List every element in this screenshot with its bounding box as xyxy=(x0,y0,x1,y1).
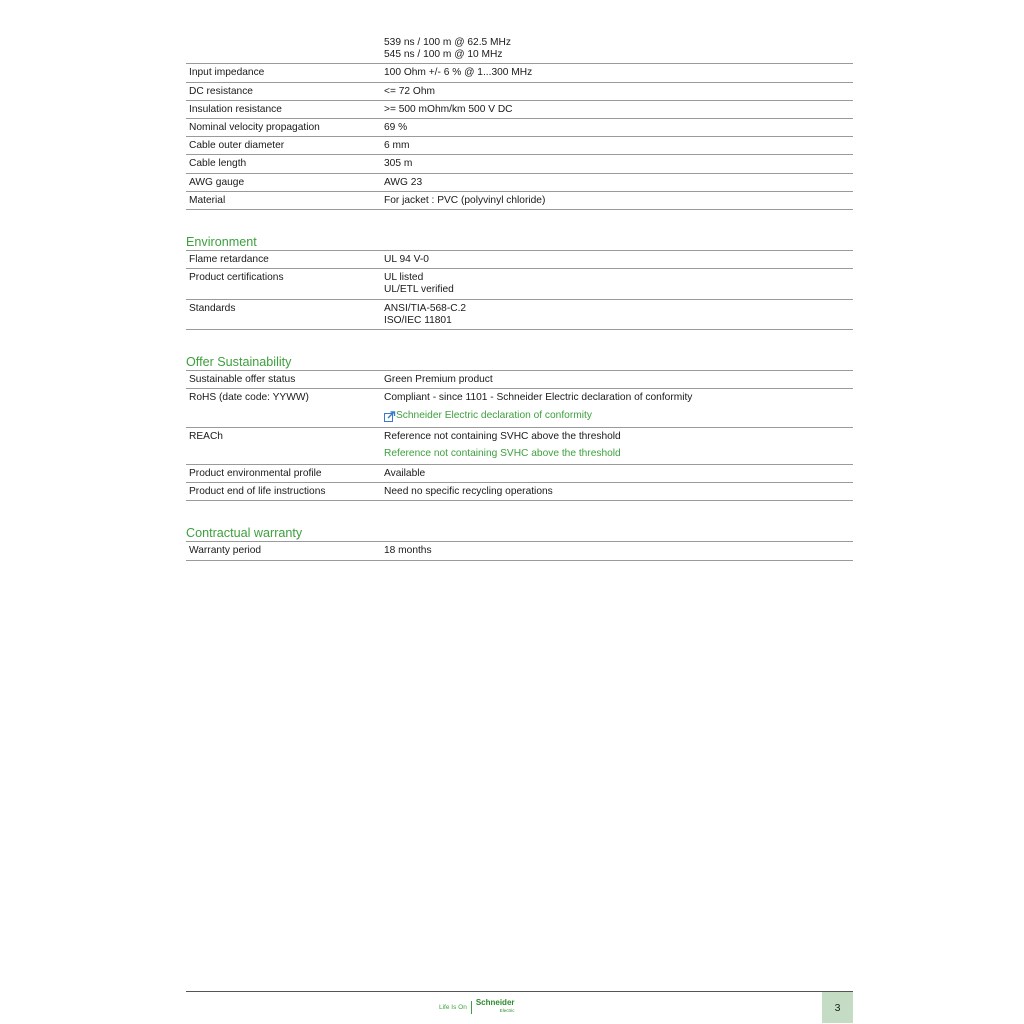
row-value: ISO/IEC 11801 xyxy=(384,314,452,326)
logo-brand-name: Schneider xyxy=(475,998,515,1007)
row-value: 545 ns / 100 m @ 10 MHz xyxy=(384,49,503,61)
row-label: Standards xyxy=(189,302,236,314)
table-row xyxy=(186,174,853,192)
row-value: 69 % xyxy=(384,122,408,134)
section-title-warranty: Contractual warranty xyxy=(186,526,853,542)
logo-tagline: Life Is On xyxy=(439,1003,467,1011)
row-value: 6 mm xyxy=(384,140,410,152)
row-label: RoHS (date code: YYWW) xyxy=(189,392,309,404)
row-value: ANSI/TIA-568-C.2 xyxy=(384,302,467,314)
rohs-declaration-link[interactable] xyxy=(384,410,853,422)
table-row xyxy=(186,465,853,483)
logo-brand-sub: Electric xyxy=(499,1008,515,1013)
row-value: Compliant - since 1101 - Schneider Electric declaration of conformity xyxy=(384,392,693,404)
row-label: AWG gauge xyxy=(189,176,245,188)
row-value: Green Premium product xyxy=(384,374,493,386)
table-row xyxy=(186,428,853,465)
table-row xyxy=(186,389,853,427)
row-value: Need no specific recycling operations xyxy=(384,486,553,498)
row-value: UL 94 V-0 xyxy=(384,254,429,266)
page-number: 3 xyxy=(822,992,853,1023)
row-value: 100 Ohm +/- 6 % @ 1...300 MHz xyxy=(384,67,533,79)
row-label xyxy=(186,34,384,63)
table-row xyxy=(186,83,853,101)
section-title-environment: Environment xyxy=(186,235,853,251)
table-row xyxy=(186,64,853,82)
table-row xyxy=(186,371,853,389)
row-label: Cable outer diameter xyxy=(189,140,285,152)
link-text[interactable]: Schneider Electric declaration of conformity xyxy=(396,410,592,422)
table-row xyxy=(186,119,853,137)
section-title-sustainability: Offer Sustainability xyxy=(186,355,853,371)
row-label: Warranty period xyxy=(189,545,262,557)
row-label: Product environmental profile xyxy=(189,468,322,480)
footer-divider xyxy=(186,991,853,992)
row-label: Flame retardance xyxy=(189,254,269,266)
spec-document xyxy=(186,34,853,561)
reach-link[interactable]: Reference not containing SVHC above the threshold xyxy=(384,447,621,459)
schneider-logo xyxy=(439,999,515,1015)
table-row xyxy=(186,192,853,210)
table-row xyxy=(186,137,853,155)
row-value: Reference not containing SVHC above the threshold xyxy=(384,430,621,442)
logo-separator xyxy=(471,1001,472,1014)
sustainability-table xyxy=(186,371,853,501)
table-row xyxy=(186,483,853,501)
table-row xyxy=(186,101,853,119)
row-value: UL/ETL verified xyxy=(384,284,454,296)
specs-top-table xyxy=(186,34,853,210)
row-label: Cable length xyxy=(189,158,247,170)
row-label: Sustainable offer status xyxy=(189,374,296,386)
logo-brand xyxy=(476,999,515,1015)
table-row xyxy=(186,155,853,173)
table-row xyxy=(186,542,853,560)
external-link-icon xyxy=(384,411,396,422)
table-row xyxy=(186,269,853,299)
row-label: REACh xyxy=(189,430,223,442)
row-value: 305 m xyxy=(384,158,413,170)
row-label: Insulation resistance xyxy=(189,103,282,115)
table-row xyxy=(186,300,853,330)
table-row xyxy=(186,34,853,64)
row-label: Input impedance xyxy=(189,67,265,79)
row-value: UL listed xyxy=(384,272,424,284)
environment-table xyxy=(186,251,853,330)
row-value: For jacket : PVC (polyvinyl chloride) xyxy=(384,194,546,206)
row-value: 539 ns / 100 m @ 62.5 MHz xyxy=(384,37,511,48)
row-value: Available xyxy=(384,468,426,480)
row-value: 18 months xyxy=(384,545,432,557)
row-label: Product end of life instructions xyxy=(189,486,326,498)
row-value: >= 500 mOhm/km 500 V DC xyxy=(384,103,513,115)
table-row xyxy=(186,251,853,269)
row-label: Product certifications xyxy=(189,272,284,284)
row-label: Material xyxy=(189,194,226,206)
row-label: DC resistance xyxy=(189,85,253,97)
row-value: AWG 23 xyxy=(384,176,423,188)
row-value: <= 72 Ohm xyxy=(384,85,435,97)
row-label: Nominal velocity propagation xyxy=(189,122,320,134)
